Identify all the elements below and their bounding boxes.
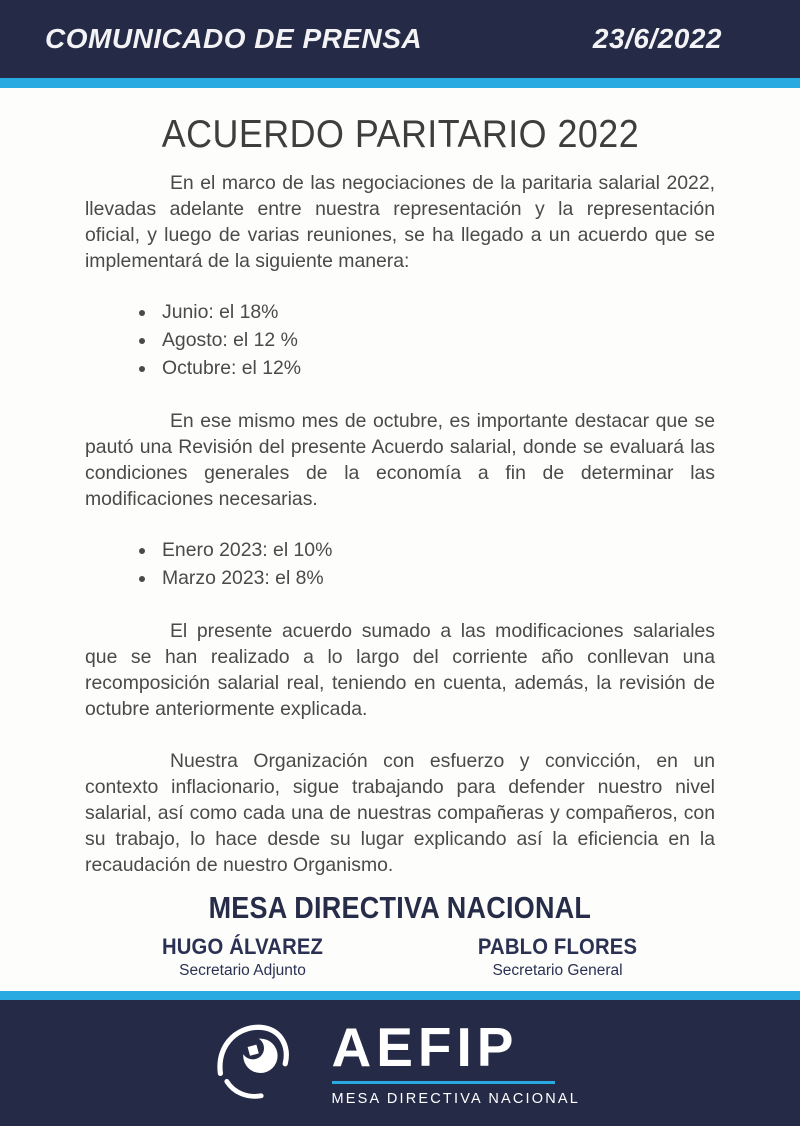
signer-name: PABLO FLORES [477, 934, 638, 959]
paragraph-recomposition: El presente acuerdo sumado a las modificaciones salariales que se han realizado a lo largo del corriente año conllevan una recomposición salarial real, teniendo en cuenta, además, la revisión de octubre anteriormente explicada. [85, 620, 715, 720]
list-item: • Octubre: el 12% [157, 354, 715, 382]
signature-row [85, 934, 715, 980]
paragraph-closing: Nuestra Organización con esfuerzo y convicción, en un contexto inflacionario, sigue trabajando para defender nuestro nivel salarial, así como cada una de nuestras compañeras y compañeros, con su trabajo, lo hace desde su lugar explicando así la eficiencia en la recaudación de nuestro Organismo. [85, 750, 715, 876]
org-acronym: AEFIP [331, 1015, 519, 1078]
cyan-stripe-top [0, 78, 800, 88]
signature-right [400, 934, 715, 980]
aefip-logo [210, 1015, 581, 1107]
signature-heading: MESA DIRECTIVA NACIONAL [208, 890, 592, 925]
paragraph-revision: En ese mismo mes de octubre, es importante destacar que se pautó una Revisión del presente Acuerdo salarial, donde se evaluará las condiciones generales de la economía a fin de determinar las modificaciones necesarias. [85, 410, 715, 510]
list-item: • Enero 2023: el 10% [157, 536, 715, 564]
document-body [0, 88, 800, 991]
header-bar [0, 0, 800, 78]
footer-bar [0, 1000, 800, 1126]
paragraph-intro: En el marco de las negociaciones de la paritaria salarial 2022, llevadas adelante entre nuestra representación y la representación oficial, y luego de varias reuniones, se ha llegado a un acuerdo que se implementará de la siguiente manera: [85, 172, 715, 272]
org-subtitle: MESA DIRECTIVA NACIONAL [331, 1090, 581, 1107]
signer-name: HUGO ÁLVAREZ [161, 934, 324, 959]
aefip-eye-icon [210, 1020, 306, 1106]
logo-divider [332, 1081, 555, 1084]
list-item: • Marzo 2023: el 8% [157, 564, 715, 592]
header-date: 23/6/2022 [592, 23, 722, 54]
document-title: ACUERDO PARITARIO 2022 [161, 113, 639, 156]
list-item: • Junio: el 18% [157, 298, 715, 326]
signer-role: Secretario Adjunto [179, 962, 306, 979]
list-item: • Agosto: el 12 % [157, 326, 715, 354]
increase-list-2022 [85, 298, 715, 382]
cyan-stripe-bottom [0, 991, 800, 1000]
header-title: COMUNICADO DE PRENSA [45, 23, 423, 54]
increase-list-2023 [85, 536, 715, 592]
signature-left [85, 934, 400, 980]
signer-role: Secretario General [492, 962, 623, 979]
logo-text-block [331, 1015, 581, 1107]
